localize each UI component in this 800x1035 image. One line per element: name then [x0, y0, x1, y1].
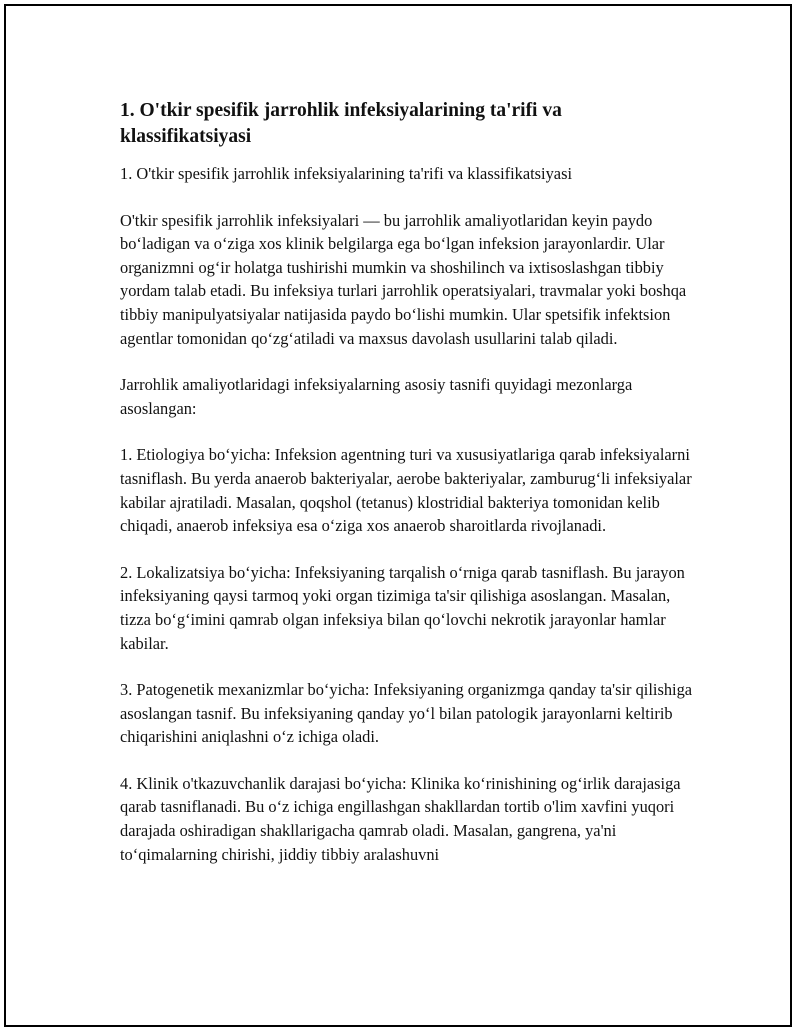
paragraph-pathogenetic: 3. Patogenetik mexanizmlar boʻyicha: Infeksiyaning organizmga qanday ta'sir qilishiga asoslangan tasnif. Bu infeksiyaning qanday yoʻl bilan patologik jarayonlarni keltirib chiqarishini aniqlashni oʻz ichiga oladi. [120, 680, 693, 747]
document-title: 1. O'tkir spesifik jarrohlik infeksiyalarining ta'rifi va klassifikatsiyasi [120, 100, 562, 147]
document-content [120, 98, 695, 889]
paragraph-etiology: 1. Etiologiya boʻyicha: Infeksion agentning turi va xususiyatlariga qarab infeksiyalarni tasniflash. Bu yerda anaerob bakteriyalar, aerobe bakteriyalar, zamburugʻli infeksiyalar kabilar ajratiladi. Masalan, qoqshol (tetanus) klostridial bakteriya tomonidan kelib chiqadi, anaerob infeksiya esa oʻziga xos anaerob sharoitlarda rivojlanadi. [120, 445, 692, 536]
document-page [4, 4, 792, 1027]
paragraph-localization: 2. Lokalizatsiya boʻyicha: Infeksiyaning tarqalish oʻrniga qarab tasniflash. Bu jarayon infeksiyaning qaysi tarmoq yoki organ tizimiga ta'sir qilishiga asoslangan. Masalan, tizza boʻgʻimini qamrab olgan infeksiya bilan qoʻlovchi nekrotik jarayonlar hamlar kabilar. [120, 562, 685, 653]
paragraph-classification-intro: Jarrohlik amaliyotlaridagi infeksiyalarning asosiy tasnifi quyidagi mezonlarga asoslangan: [120, 375, 633, 418]
paragraph-clinical: 4. Klinik o'tkazuvchanlik darajasi boʻyicha: Klinika koʻrinishining ogʻirlik darajasiga qarab tasniflanadi. Bu oʻz ichiga engillashgan shakllardan tortib o'lim xavfini yuqori darajada oshiradigan shakllarigacha qamrab oladi. Masalan, gangrena, ya'ni toʻqimalarning chirishi, jiddiy tibbiy aralashuvni [120, 773, 681, 864]
paragraph-definition: O'tkir spesifik jarrohlik infeksiyalari — bu jarrohlik amaliyotlaridan keyin paydo boʻladigan va oʻziga xos klinik belgilarga ega boʻlgan infeksion jarayonlardir. Ular organizmni ogʻir holatga tushirishi mumkin va shoshilinch va ixtisoslashgan tibbiy yordam talab etadi. Bu infeksiya turlari jarrohlik operatsiyalari, travmalar yoki boshqa tibbiy manipulyatsiyalar natijasida paydo boʻlishi mumkin. Ular spetsifik infektsion agentlar tomonidan qoʻzgʻatiladi va maxsus davolash usullarini talab qiladi. [120, 210, 687, 348]
paragraph-section-heading: 1. O'tkir spesifik jarrohlik infeksiyalarining ta'rifi va klassifikatsiyasi [120, 164, 572, 183]
